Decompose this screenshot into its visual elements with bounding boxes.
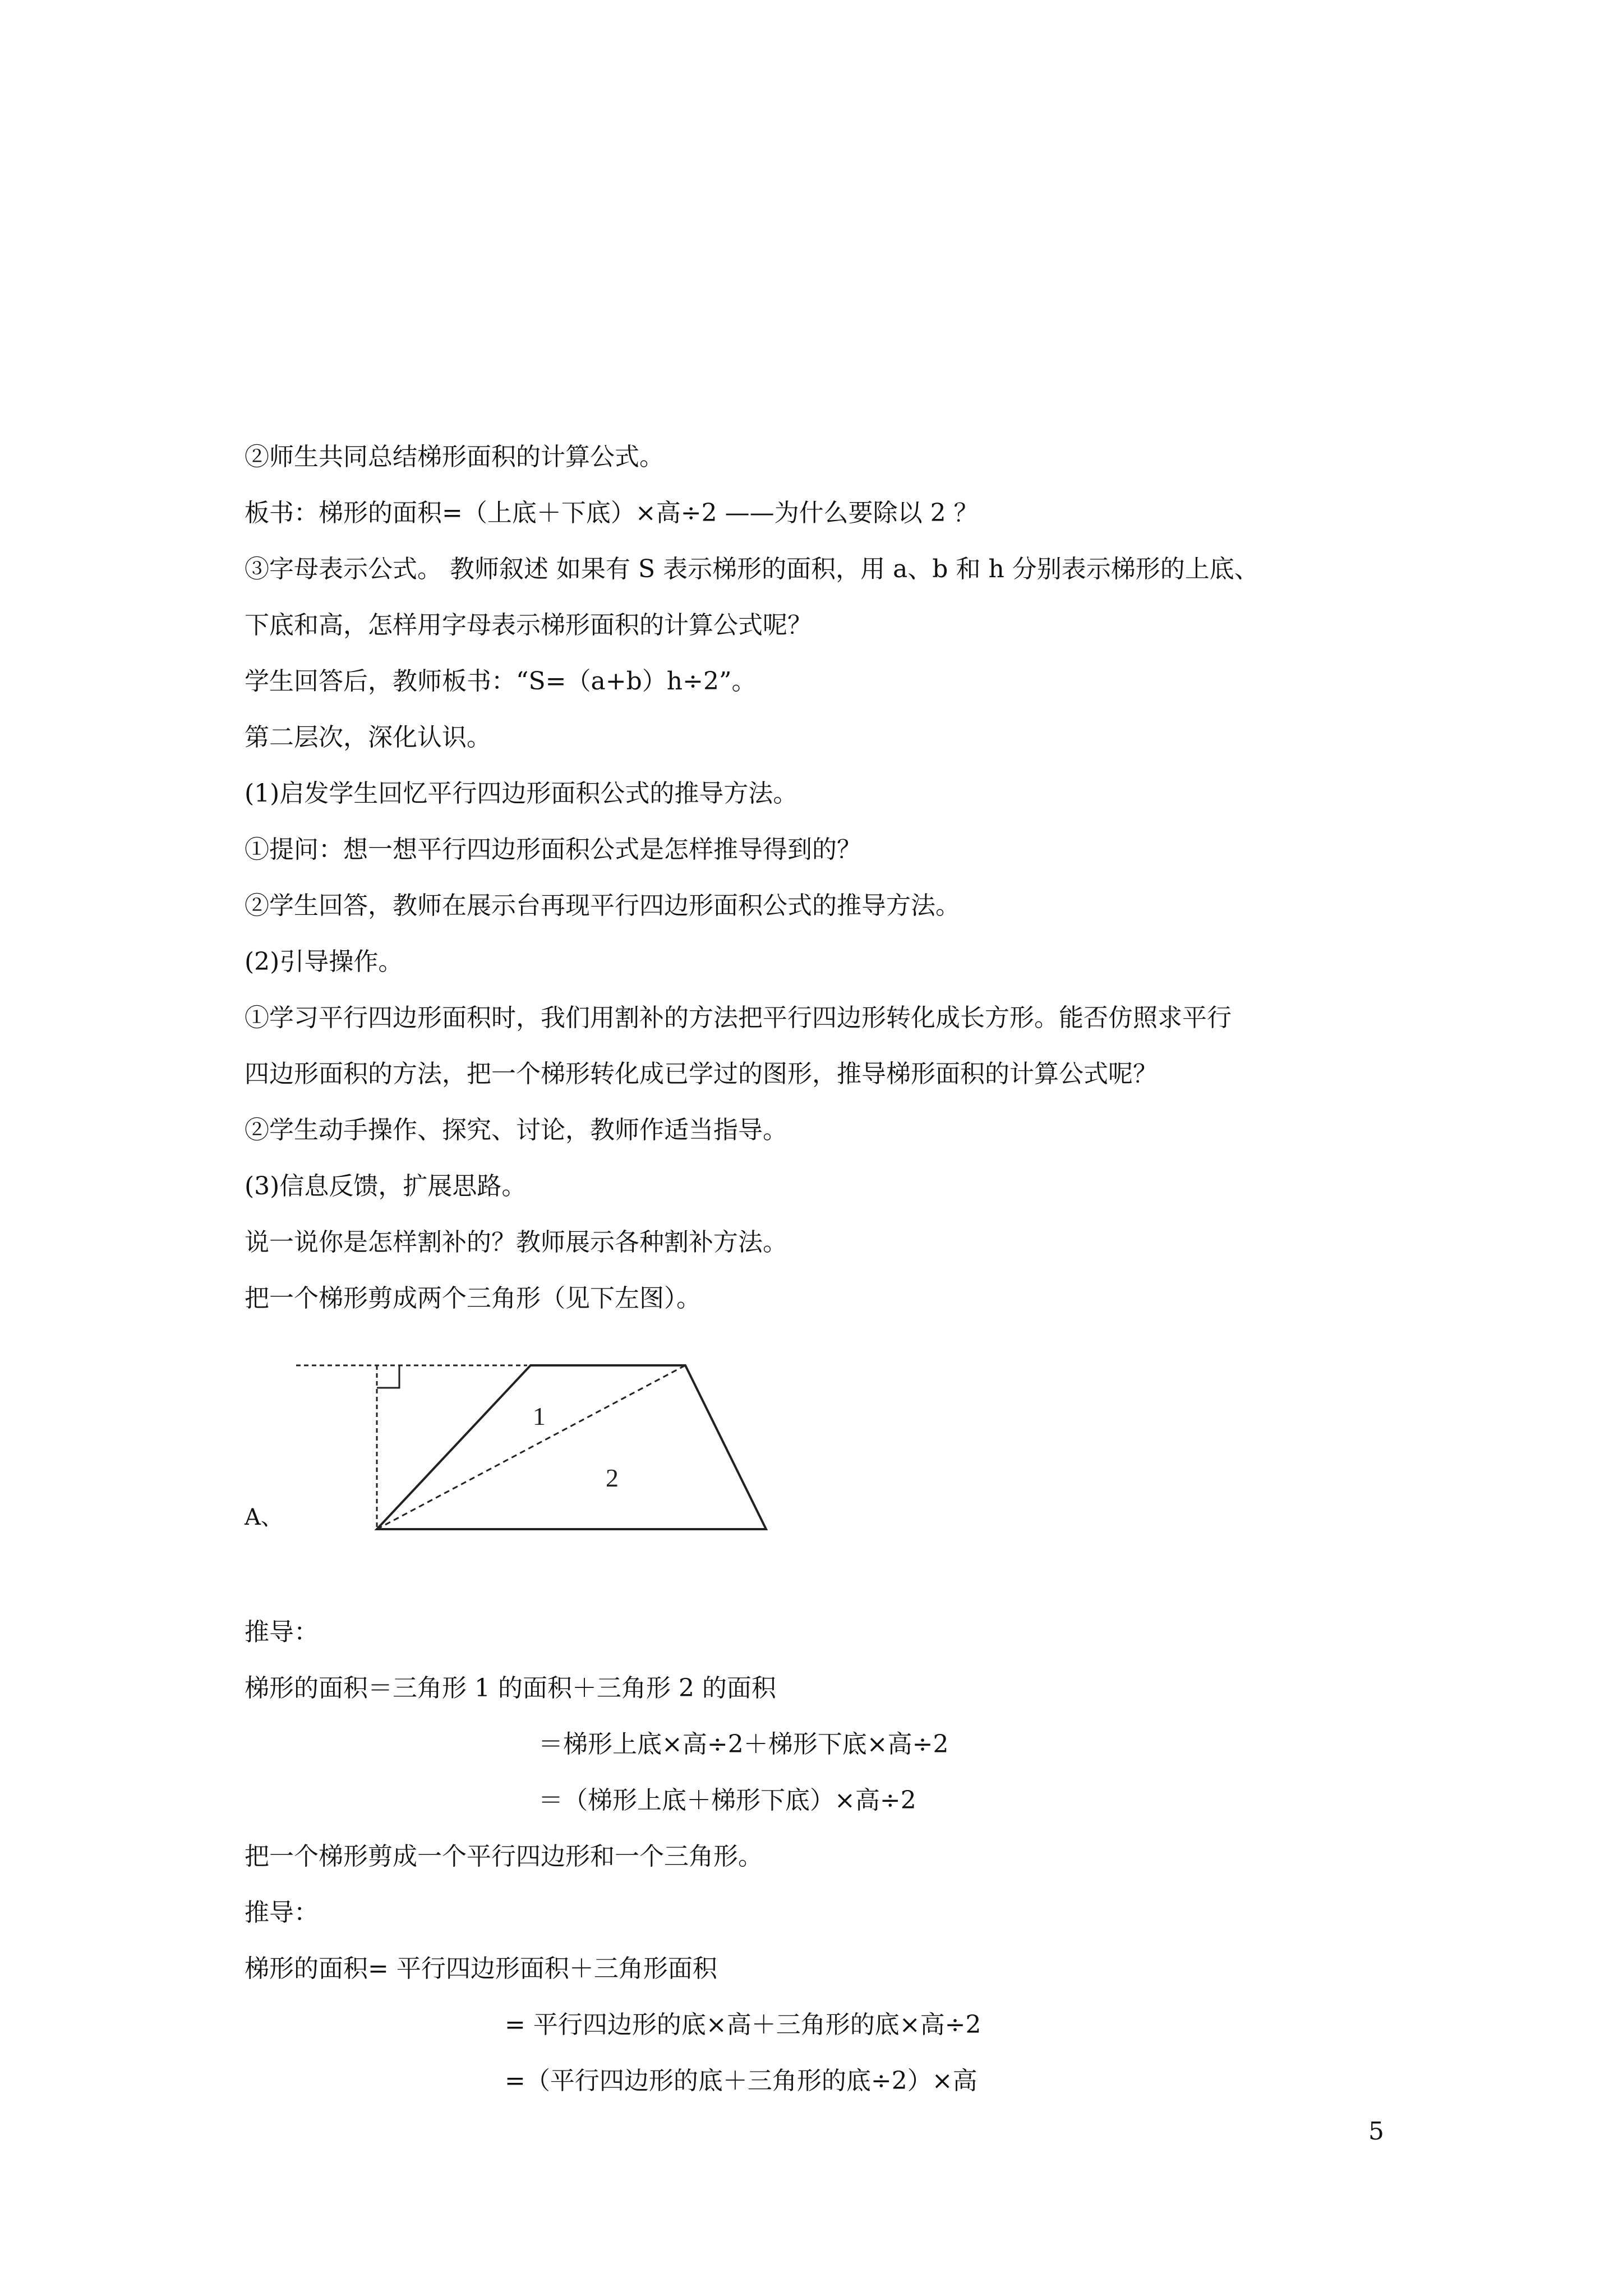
text-line-13: ②学生动手操作、探究、讨论，教师作适当指导。 (245, 1116, 787, 1144)
derivation-1-line-3: ＝（梯形上底＋梯形下底）×高÷2 (538, 1786, 916, 1815)
text-line-3: ③字母表示公式。 教师叙述 如果有 S 表示梯形的面积，用 a、b 和 h 分别表示梯形的上底、 (245, 555, 1259, 583)
text-line-16: 把一个梯形剪成两个三角形（见下左图）。 (245, 1284, 701, 1313)
method-2-text: 把一个梯形剪成一个平行四边形和一个三角形。 (245, 1842, 763, 1871)
trapezoid-diagram (280, 1346, 785, 1548)
derivation-2-line-2: = 平行四边形的底×高＋三角形的底×高÷2 (505, 2010, 981, 2039)
text-line-9: ②学生回答，教师在展示台再现平行四边形面积公式的推导方法。 (245, 891, 960, 920)
triangle-2-label: 2 (606, 1464, 619, 1492)
right-angle-mark (377, 1365, 399, 1388)
text-line-11: ①学习平行四边形面积时，我们用割补的方法把平行四边形转化成长方形。能否仿照求平行 (245, 1004, 1232, 1032)
derivation-1-line-2: ＝梯形上底×高÷2＋梯形下底×高÷2 (538, 1730, 949, 1759)
page-number: 5 (1368, 2117, 1384, 2146)
text-line-6: 第二层次，深化认识。 (245, 723, 491, 752)
triangle-1-label: 1 (533, 1402, 546, 1430)
derivation-1-line-1: 梯形的面积＝三角形 1 的面积＋三角形 2 的面积 (245, 1674, 776, 1703)
text-line-15: 说一说你是怎样割补的？教师展示各种割补方法。 (245, 1228, 787, 1257)
trapezoid-outline (377, 1365, 766, 1529)
text-line-14: (3)信息反馈，扩展思路。 (245, 1172, 527, 1200)
derivation-2-heading: 推导： (245, 1898, 319, 1927)
derivation-1-heading: 推导： (245, 1618, 319, 1646)
figure-label: A、 (245, 1504, 283, 1530)
text-line-4: 下底和高，怎样用字母表示梯形面积的计算公式呢？ (245, 611, 812, 639)
text-line-12: 四边形面积的方法，把一个梯形转化成已学过的图形，推导梯形面积的计算公式呢？ (245, 1060, 1158, 1088)
text-line-10: (2)引导操作。 (245, 947, 403, 976)
text-line-1: ②师生共同总结梯形面积的计算公式。 (245, 443, 664, 471)
text-line-5: 学生回答后，教师板书：“S=（a+b）h÷2”。 (245, 667, 757, 696)
derivation-2-line-3: =（平行四边形的底＋三角形的底÷2）×高 (505, 2067, 978, 2095)
text-line-7: (1)启发学生回忆平行四边形面积公式的推导方法。 (245, 779, 798, 808)
text-line-8: ①提问：想一想平行四边形面积公式是怎样推导得到的？ (245, 835, 861, 864)
text-line-2: 板书：梯形的面积=（上底＋下底）×高÷2 ——为什么要除以 2 ？ (245, 499, 979, 527)
derivation-2-line-1: 梯形的面积= 平行四边形面积＋三角形面积 (245, 1954, 717, 1983)
diagonal-dashed-line (377, 1365, 685, 1529)
